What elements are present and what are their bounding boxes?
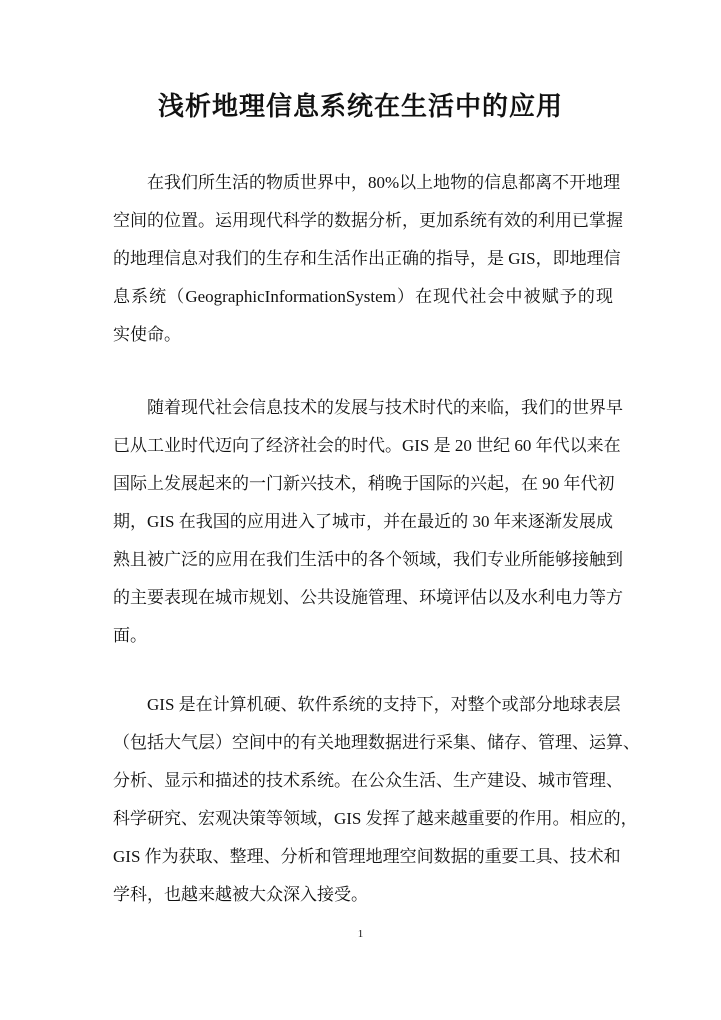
paragraph-1 <box>113 164 623 354</box>
paragraph-2 <box>113 389 623 655</box>
text-line: 国际上发展起来的一门新兴技术，稍晚于国际的兴起，在 90 年代初 <box>113 474 615 493</box>
text-line: 空间的位置。运用现代科学的数据分析，更加系统有效的利用已掌握 <box>113 211 623 230</box>
text-line: 息系统（GeographicInformationSystem）在现代社会中被赋予的现 <box>113 287 613 306</box>
text-line: 已从工业时代迈向了经济社会的时代。GIS 是 20 世纪 60 年代以来在 <box>113 436 621 455</box>
text-line: 熟且被广泛的应用在我们生活中的各个领域，我们专业所能够接触到 <box>113 550 623 569</box>
text-line: GIS 是在计算机硬、软件系统的支持下，对整个或部分地球表层 <box>147 695 621 714</box>
text-line: 随着现代社会信息技术的发展与技术时代的来临，我们的世界早 <box>147 398 623 417</box>
text-line: 在我们所生活的物质世界中，80%以上地物的信息都离不开地理 <box>147 173 621 192</box>
document-title: 浅析地理信息系统在生活中的应用 <box>157 92 563 121</box>
text-line: 科学研究、宏观决策等领域，GIS 发挥了越来越重要的作用。相应的， <box>113 809 638 828</box>
text-line: 实使命。 <box>113 325 181 344</box>
text-line: 分析、显示和描述的技术系统。在公众生活、生产建设、城市管理、 <box>113 771 623 790</box>
text-line: 的主要表现在城市规划、公共设施管理、环境评估以及水利电力等方 <box>113 588 623 607</box>
paragraph-3 <box>113 686 640 914</box>
text-line: GIS 作为获取、整理、分析和管理地理空间数据的重要工具、技术和 <box>113 847 621 866</box>
text-line: 面。 <box>113 626 147 645</box>
text-line: 的地理信息对我们的生存和生活作出正确的指导，是 GIS，即地理信 <box>113 249 621 268</box>
text-line: 期，GIS 在我国的应用进入了城市，并在最近的 30 年来逐渐发展成 <box>113 512 613 531</box>
page-number: 1 <box>357 928 364 940</box>
text-line: （包括大气层）空间中的有关地理数据进行采集、储存、管理、运算、 <box>113 733 640 752</box>
text-line: 学科，也越来越被大众深入接受。 <box>113 885 368 904</box>
